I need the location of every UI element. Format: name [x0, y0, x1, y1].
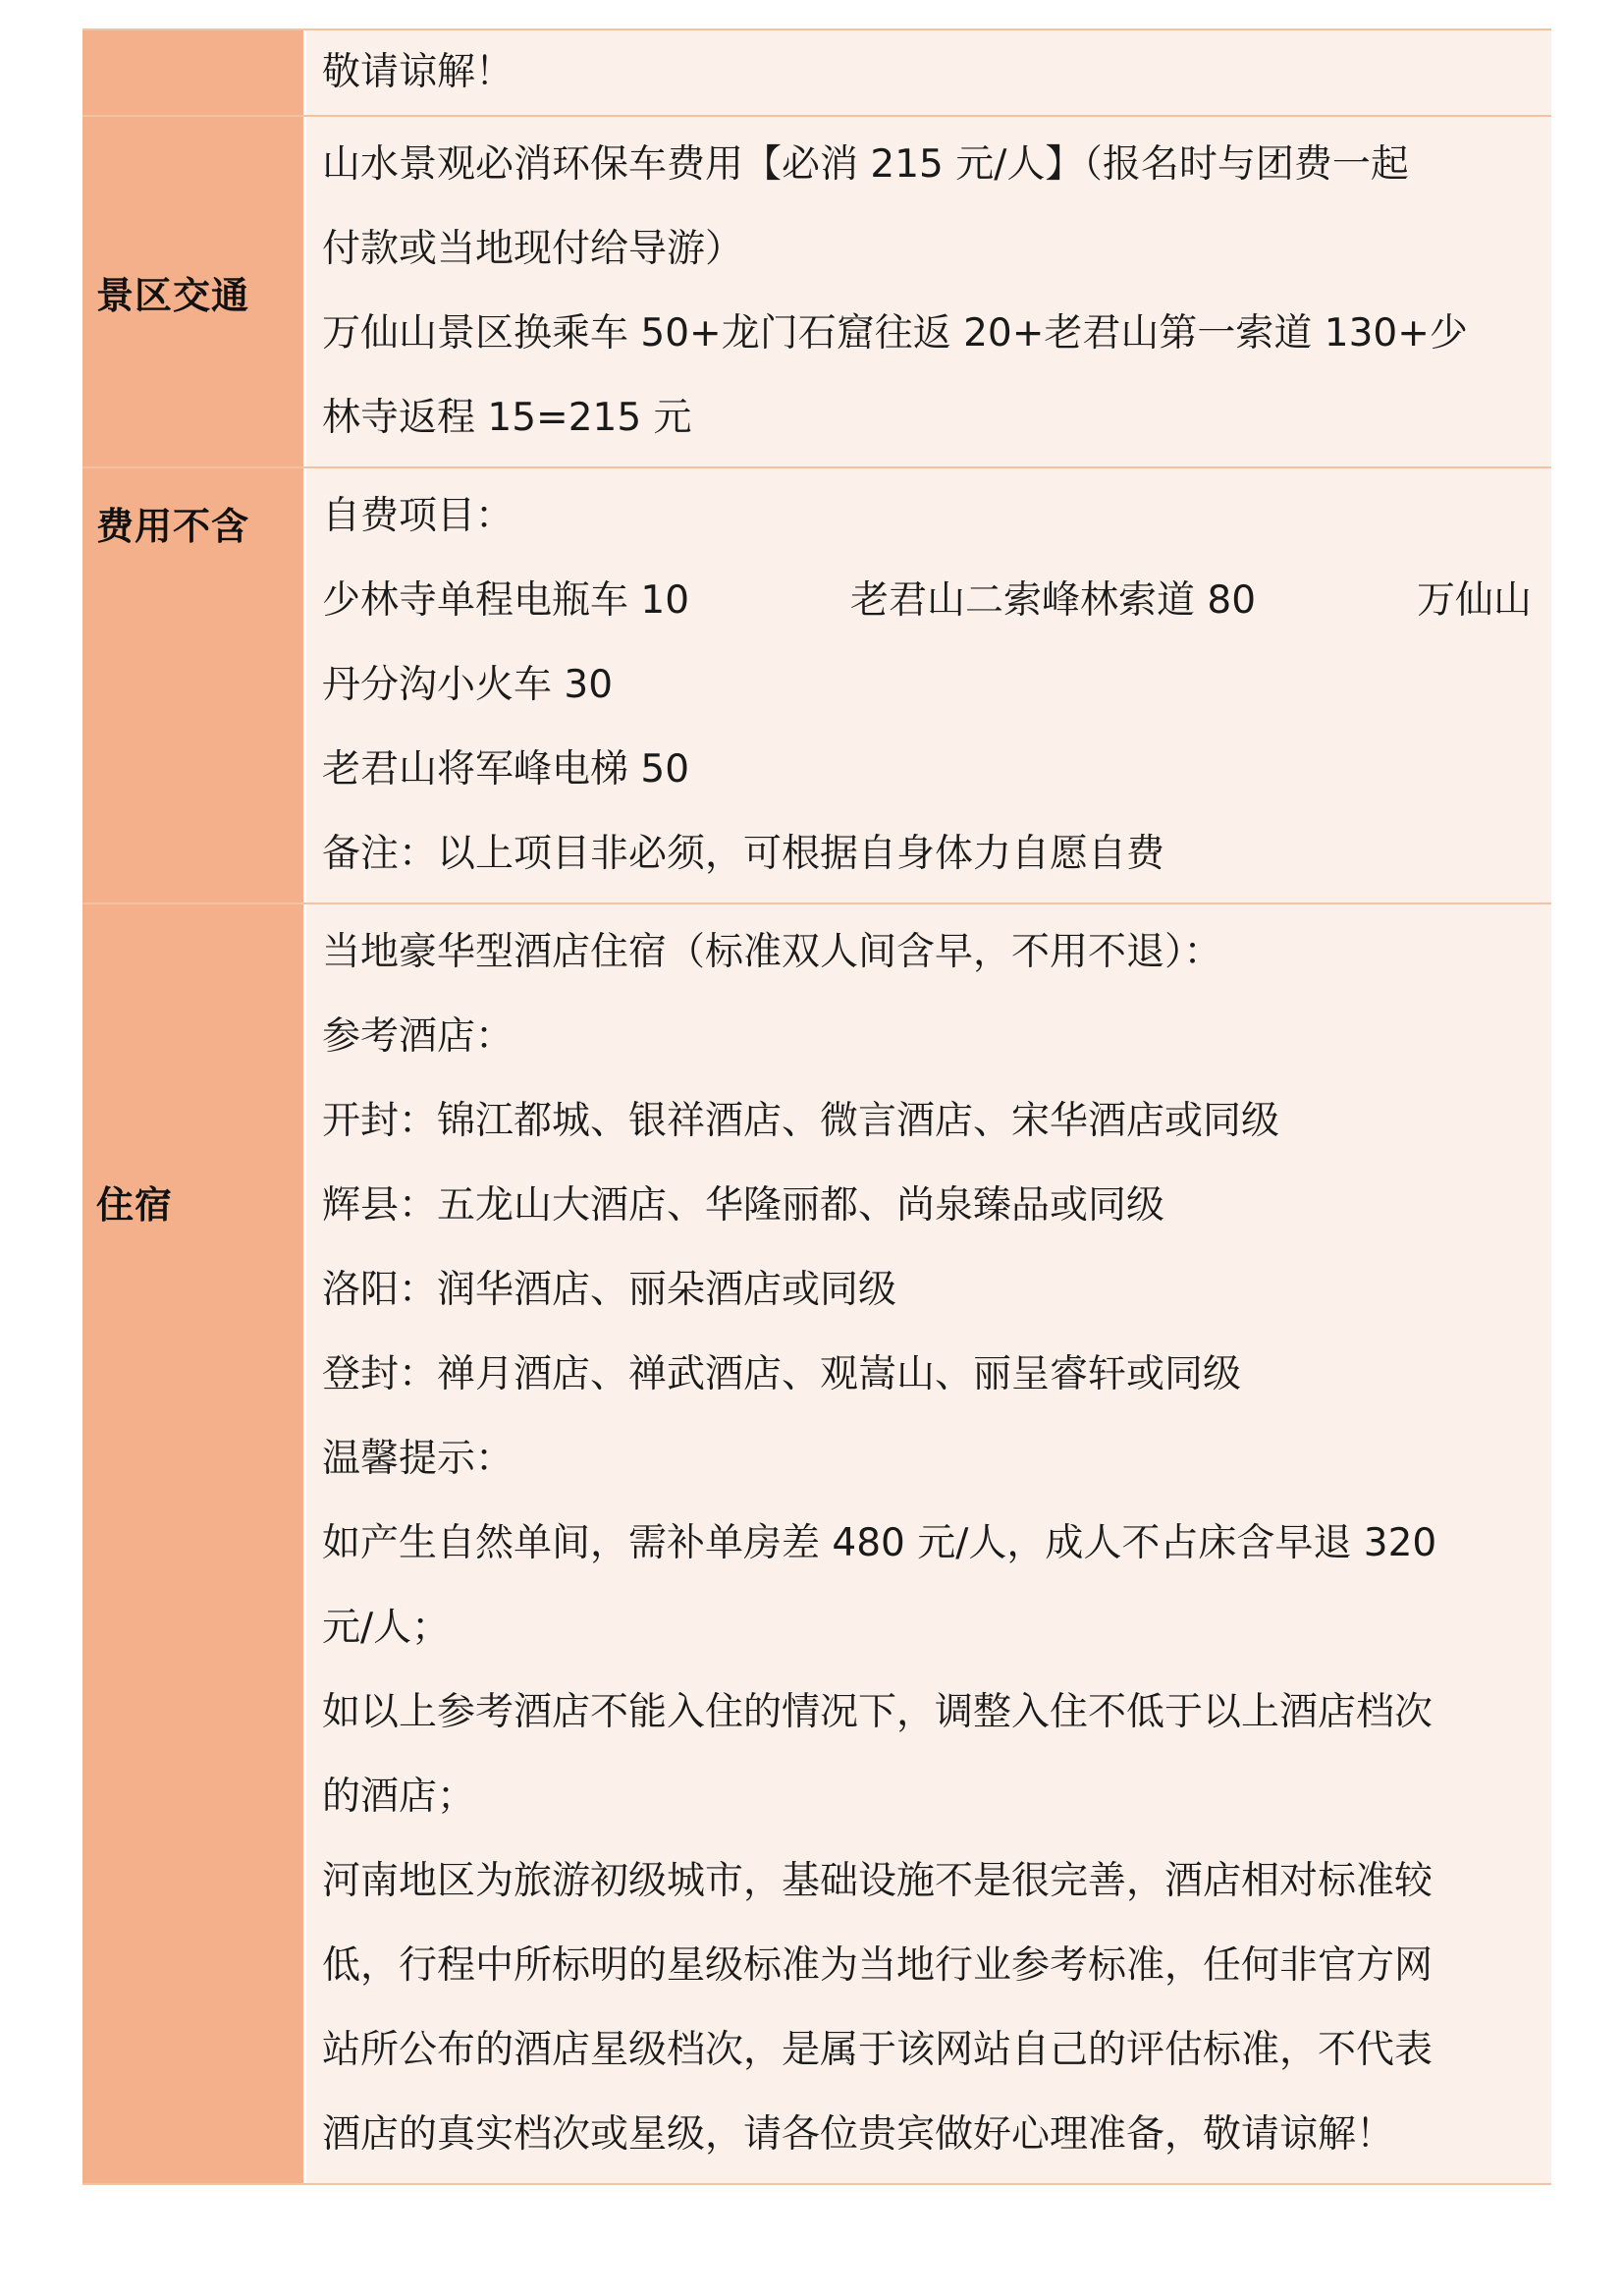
content-line: 自费项目： [322, 494, 514, 538]
content-line: 的酒店； [322, 1775, 476, 1819]
row-label-cell [82, 468, 306, 902]
info-table [82, 28, 1551, 2185]
row-label-cell [82, 904, 306, 2183]
row-content [306, 117, 1551, 466]
row-content [306, 468, 1551, 902]
row-label: 住宿 [96, 1183, 174, 1227]
optional-items-line [322, 559, 1532, 643]
content-line: 敬请谅解！ [322, 50, 514, 94]
content-line: 万仙山景区换乘车 50+龙门石窟往返 20+老君山第一索道 130+少 [322, 311, 1468, 355]
content-line: 洛阳：润华酒店、丽朵酒店或同级 [322, 1268, 897, 1312]
content-line: 如以上参考酒店不能入住的情况下，调整入住不低于以上酒店档次 [322, 1690, 1434, 1734]
content-line: 当地豪华型酒店住宿（标准双人间含早，不用不退）： [322, 930, 1222, 974]
content-line: 如产生自然单间，需补单房差 480 元/人，成人不占床含早退 320 [322, 1521, 1437, 1565]
content-line: 站所公布的酒店星级档次，是属于该网站自己的评估标准，不代表 [322, 2028, 1434, 2072]
table-row-cost-excluded [82, 468, 1551, 904]
content-line: 河南地区为旅游初级城市，基础设施不是很完善，酒店相对标准较 [322, 1859, 1434, 1903]
table-row-accommodation [82, 904, 1551, 2185]
content-line: 开封：锦江都城、银祥酒店、微言酒店、宋华酒店或同级 [322, 1099, 1280, 1143]
content-line: 付款或当地现付给导游） [322, 227, 744, 271]
content-line: 丹分沟小火车 30 [322, 663, 614, 707]
table-row-continuation [82, 28, 1551, 117]
content-line: 参考酒店： [322, 1014, 514, 1059]
content-line: 酒店的真实档次或星级，请各位贵宾做好心理准备，敬请谅解！ [322, 2112, 1395, 2157]
row-label-cell [82, 117, 306, 466]
optional-item: 少林寺单程电瓶车 10 [322, 578, 690, 623]
content-line: 温馨提示： [322, 1437, 514, 1481]
content-line: 山水景观必消环保车费用【必消 215 元/人】（报名时与团费一起 [322, 142, 1409, 187]
content-line: 林寺返程 15=215 元 [322, 396, 692, 440]
content-line: 老君山将军峰电梯 50 [322, 747, 690, 792]
content-line: 辉县：五龙山大酒店、华隆丽都、尚泉臻品或同级 [322, 1183, 1165, 1228]
content-line: 低，行程中所标明的星级标准为当地行业参考标准，任何非官方网 [322, 1943, 1434, 1988]
row-label-cell [82, 30, 306, 115]
row-content [306, 30, 1551, 115]
row-label: 费用不含 [96, 505, 250, 548]
content-line: 元/人； [322, 1606, 451, 1650]
content-line: 登封：禅月酒店、禅武酒店、观嵩山、丽呈睿轩或同级 [322, 1352, 1242, 1396]
optional-item: 万仙山 [1416, 578, 1532, 623]
content-line: 备注：以上项目非必须，可根据自身体力自愿自费 [322, 832, 1165, 876]
optional-item: 老君山二索峰林索道 80 [849, 578, 1257, 623]
table-row-scenic-transport [82, 117, 1551, 468]
row-label: 景区交通 [96, 273, 250, 317]
row-content [306, 904, 1551, 2183]
